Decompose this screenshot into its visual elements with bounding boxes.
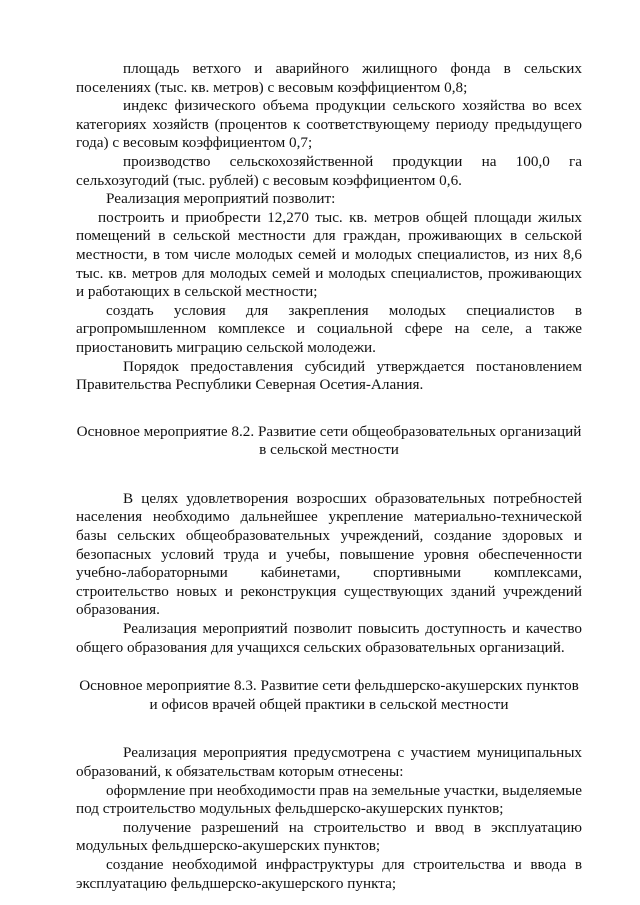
section-8-3-paragraph: оформление при необходимости прав на земельные участки, выделяемые под строительство модульных фельдшерско-акушерских пунктов; bbox=[76, 781, 583, 818]
document-page bbox=[76, 60, 582, 893]
section-8-2-heading: Основное мероприятие 8.2. Развитие сети общеобразовательных организаций в сельской местности bbox=[76, 422, 582, 459]
results-intro: Реализация мероприятий позволит: bbox=[106, 190, 336, 208]
indicator-agri-production-index: индекс физического объема продукции сельского хозяйства во всех категориях хозяйств (процентов к соответствующему периоду предыдущего года) с весовым коэффициентом 0,7; bbox=[76, 97, 582, 152]
section-8-3-heading: Основное мероприятие 8.3. Развитие сети фельдшерско-акушерских пунктов и офисов врачей общей практики в сельской местности bbox=[79, 677, 579, 713]
section-8-3-paragraph: Реализация мероприятия предусмотрена с участием муниципальных образований, к обязательствам которым отнесены: bbox=[76, 744, 582, 780]
indicator-dilapidated-housing: площадь ветхого и аварийного жилищного фонда в сельских поселениях (тыс. кв. метров) с весовым коэффициентом 0,8; bbox=[76, 60, 582, 96]
indicator-production-per-hectare: производство сельскохозяйственной продукции на 100,0 га сельхозугодий (тыс. рублей) с весовым коэффициентом 0,6. bbox=[76, 152, 582, 189]
section-8-2-paragraph: В целях удовлетворения возросших образовательных потребностей населения необходимо дальнейшее укрепление материально-технической базы сельских общеобразовательных учреждений, создание здоровых и безопасных условий труда и учебы, повышение уровня обеспеченности учебно-лабораторными кабинетами, спортивными комплексами, строительство новых и реконструкция существующих зданий учреждений образования. bbox=[76, 489, 582, 619]
section-8-3-paragraph: создание необходимой инфраструктуры для строительства и ввода в эксплуатацию фельдшерско-акушерского пункта; bbox=[76, 855, 582, 892]
result-housing: построить и приобрести 12,270 тыс. кв. метров общей площади жилых помещений в сельской местности для граждан, проживающих в сельской местности, в том числе молодых семей и молодых специалистов, из них 8,6 тыс. кв. метров для молодых семей и молодых специалистов, проживающих и работающих в сельской местности; bbox=[76, 208, 582, 301]
section-8-2-paragraph: Реализация мероприятий позволит повысить доступность и качество общего образования для учащихся сельских образовательных организаций. bbox=[76, 620, 582, 656]
section-8-3-paragraph: получение разрешений на строительство и ввод в эксплуатацию модульных фельдшерско-акушерских пунктов; bbox=[76, 818, 582, 855]
subsidy-procedure: Порядок предоставления субсидий утверждается постановлением Правительства Республики Северная Осетия-Алания. bbox=[76, 357, 582, 394]
result-young-specialists: создать условия для закрепления молодых специалистов в агропромышленном комплексе и социальной сфере на селе, а также приостановить миграцию сельской молодежи. bbox=[76, 301, 582, 356]
